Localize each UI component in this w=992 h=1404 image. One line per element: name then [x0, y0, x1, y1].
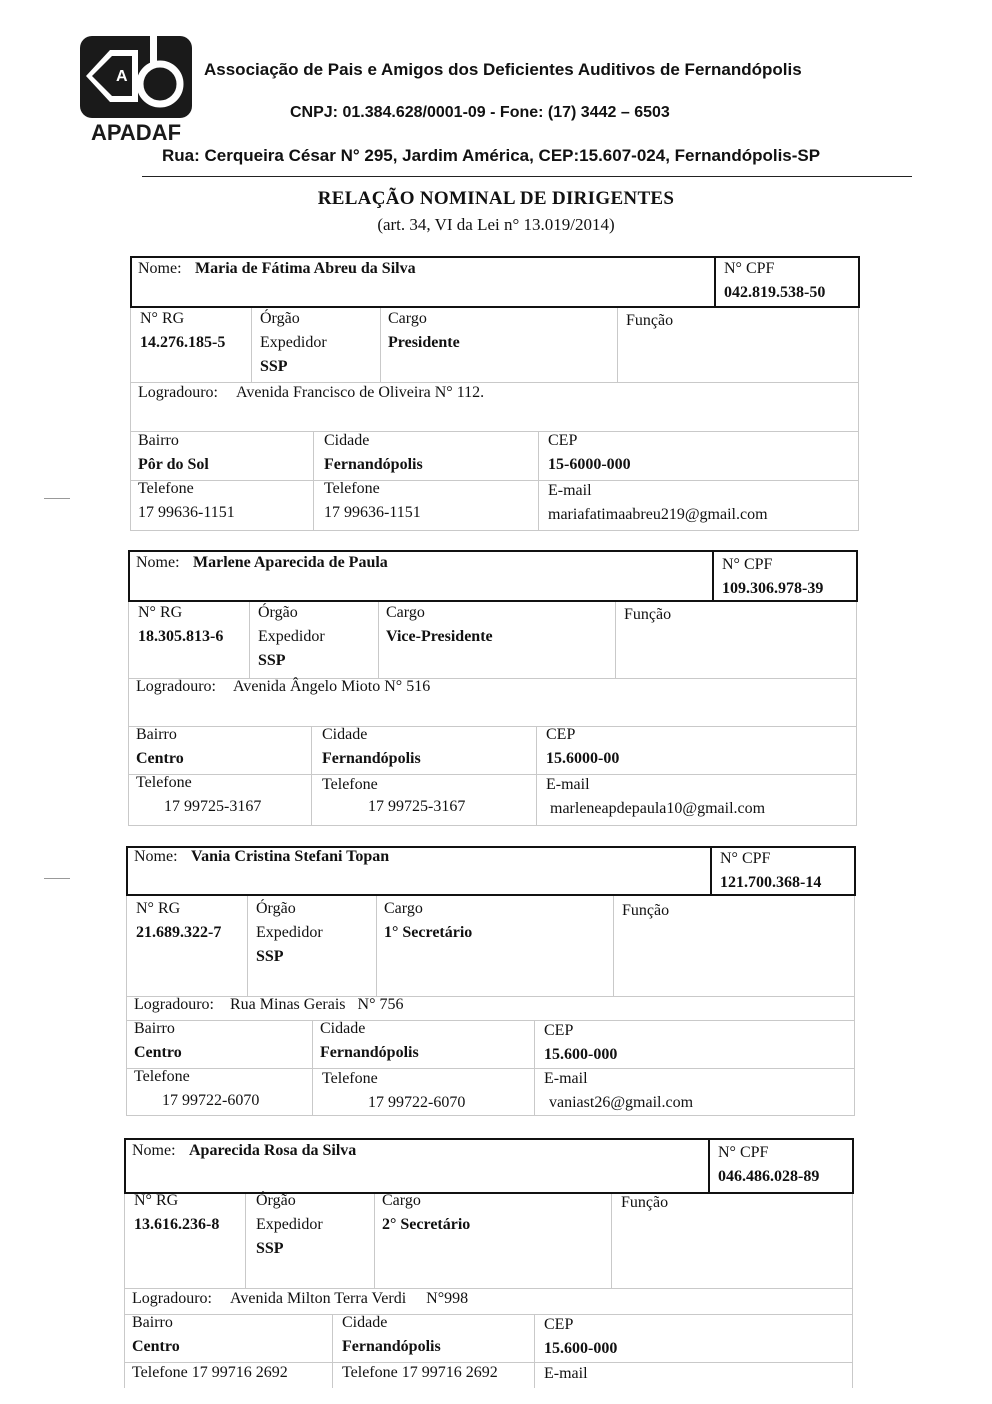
director-name: Aparecida Rosa da Silva	[189, 1142, 357, 1159]
document-subtitle: (art. 34, VI da Lei n° 13.019/2014)	[377, 215, 615, 234]
bairro-label: Bairro	[138, 432, 179, 449]
cargo-value: 1° Secretário	[384, 924, 473, 941]
telefone-value: 17 99636-1151	[138, 504, 235, 521]
cpf-value: 121.700.368-14	[720, 874, 822, 891]
bairro-label: Bairro	[132, 1314, 173, 1331]
logradouro-value: Rua Minas Gerais N° 756	[230, 996, 404, 1013]
rg-label: N° RG	[138, 604, 183, 621]
telefone-value: 17 99722-6070	[368, 1094, 466, 1111]
expedidor-label: Expedidor	[256, 924, 323, 941]
director-name: Marlene Aparecida de Paula	[193, 554, 388, 571]
funcao-label: Função	[624, 606, 672, 623]
bairro-value: Centro	[136, 750, 184, 767]
cpf-label: N° CPF	[722, 556, 773, 573]
cep-label: CEP	[546, 726, 576, 743]
orgao-label: Órgão	[256, 1192, 296, 1209]
cidade-value: Fernandópolis	[342, 1338, 441, 1355]
name-label: Nome:	[132, 1142, 176, 1159]
cidade-value: Fernandópolis	[324, 456, 423, 473]
cidade-label: Cidade	[342, 1314, 388, 1331]
orgao-value: SSP	[256, 948, 284, 965]
email-label: E-mail	[544, 1365, 588, 1382]
email-label: E-mail	[548, 482, 592, 499]
cidade-label: Cidade	[322, 726, 368, 743]
telefone-value: 17 99725-3167	[164, 798, 262, 815]
name-label: Nome:	[134, 848, 178, 865]
logradouro-label: Logradouro:	[132, 1290, 212, 1307]
orgao-value: SSP	[258, 652, 286, 669]
cep-value: 15.600-000	[544, 1340, 618, 1357]
name-label: Nome:	[136, 554, 180, 571]
director-record	[128, 550, 858, 826]
cep-value: 15.600-000	[544, 1046, 618, 1063]
telefone-value: 17 99722-6070	[162, 1092, 260, 1109]
director-name: Maria de Fátima Abreu da Silva	[195, 260, 416, 277]
email-value: marleneapdepaula10@gmail.com	[550, 800, 766, 817]
cpf-value: 042.819.538-50	[724, 284, 826, 301]
apadaf-logo	[80, 36, 192, 144]
orgao-value: SSP	[256, 1240, 284, 1257]
cargo-label: Cargo	[386, 604, 425, 621]
director-record	[126, 846, 856, 1116]
telefone-label: Telefone	[322, 776, 378, 793]
cep-label: CEP	[544, 1022, 574, 1039]
bairro-label: Bairro	[134, 1020, 175, 1037]
rg-label: N° RG	[140, 310, 185, 327]
expedidor-label: Expedidor	[258, 628, 325, 645]
rg-value: 21.689.322-7	[136, 924, 222, 941]
name-label: Nome:	[138, 260, 182, 277]
email-label: E-mail	[546, 776, 590, 793]
cidade-value: Fernandópolis	[322, 750, 421, 767]
email-label: E-mail	[544, 1070, 588, 1087]
cargo-value: Vice-Presidente	[386, 628, 493, 645]
orgao-label: Órgão	[258, 604, 298, 621]
cargo-label: Cargo	[382, 1192, 421, 1209]
bairro-label: Bairro	[136, 726, 177, 743]
logradouro-value: Avenida Milton Terra Verdi N°998	[230, 1290, 469, 1307]
cep-value: 15-6000-000	[548, 456, 631, 473]
cep-value: 15.6000-00	[546, 750, 620, 767]
director-record	[124, 1138, 854, 1388]
cpf-value: 109.306.978-39	[722, 580, 824, 597]
bairro-value: Centro	[134, 1044, 182, 1061]
cidade-value: Fernandópolis	[320, 1044, 419, 1061]
logradouro-label: Logradouro:	[134, 996, 214, 1013]
rg-value: 13.616.236-8	[134, 1216, 220, 1233]
director-name: Vania Cristina Stefani Topan	[191, 848, 390, 865]
rg-value: 18.305.813-6	[138, 628, 224, 645]
bairro-value: Pôr do Sol	[138, 456, 209, 473]
email-value: mariafatimaabreu219@gmail.com	[548, 506, 768, 523]
scan-mark	[44, 878, 70, 879]
organization-cnpj-phone: CNPJ: 01.384.628/0001-09 - Fone: (17) 3442 – 6503	[290, 104, 670, 121]
funcao-label: Função	[622, 902, 670, 919]
cpf-label: N° CPF	[718, 1144, 769, 1161]
rg-label: N° RG	[134, 1192, 179, 1209]
cpf-label: N° CPF	[724, 260, 775, 277]
cep-label: CEP	[548, 432, 578, 449]
telefone-label: Telefone	[136, 774, 192, 791]
document-title: RELAÇÃO NOMINAL DE DIRIGENTES	[317, 188, 675, 209]
organization-address: Rua: Cerqueira César N° 295, Jardim América, CEP:15.607-024, Fernandópolis-SP	[162, 146, 821, 165]
logradouro-label: Logradouro:	[138, 384, 218, 401]
expedidor-label: Expedidor	[260, 334, 327, 351]
logradouro-value: Avenida Ângelo Mioto N° 516	[233, 678, 431, 695]
funcao-label: Função	[621, 1194, 669, 1211]
cargo-label: Cargo	[388, 310, 427, 327]
rg-value: 14.276.185-5	[140, 334, 226, 351]
cpf-value: 046.486.028-89	[718, 1168, 820, 1185]
organization-name: Associação de Pais e Amigos dos Deficientes Auditivos de Fernandópolis	[204, 60, 802, 79]
logradouro-value: Avenida Francisco de Oliveira N° 112.	[236, 384, 485, 401]
bairro-value: Centro	[132, 1338, 180, 1355]
svg-text:A: A	[116, 68, 128, 85]
telefone-label: Telefone	[322, 1070, 378, 1087]
scan-mark	[44, 498, 70, 499]
orgao-label: Órgão	[256, 900, 296, 917]
telefone-value: 17 99636-1151	[324, 504, 421, 521]
funcao-label: Função	[626, 312, 674, 329]
orgao-label: Órgão	[260, 310, 300, 327]
header-divider	[142, 176, 912, 177]
logo-text: APADAF	[90, 120, 182, 144]
email-value: vaniast26@gmail.com	[549, 1094, 694, 1111]
telefone-label: Telefone	[138, 480, 194, 497]
cidade-label: Cidade	[324, 432, 370, 449]
cidade-label: Cidade	[320, 1020, 366, 1037]
rg-label: N° RG	[136, 900, 181, 917]
telefone-value: Telefone 17 99716 2692	[342, 1364, 498, 1381]
telefone-value: 17 99725-3167	[368, 798, 466, 815]
cargo-value: Presidente	[388, 334, 460, 351]
expedidor-label: Expedidor	[256, 1216, 323, 1233]
telefone-value: Telefone 17 99716 2692	[132, 1364, 288, 1381]
orgao-value: SSP	[260, 358, 288, 375]
director-record	[130, 256, 860, 531]
telefone-label: Telefone	[324, 480, 380, 497]
cep-label: CEP	[544, 1316, 574, 1333]
logradouro-label: Logradouro:	[136, 678, 216, 695]
telefone-label: Telefone	[134, 1068, 190, 1085]
cargo-label: Cargo	[384, 900, 423, 917]
cargo-value: 2° Secretário	[382, 1216, 471, 1233]
cpf-label: N° CPF	[720, 850, 771, 867]
